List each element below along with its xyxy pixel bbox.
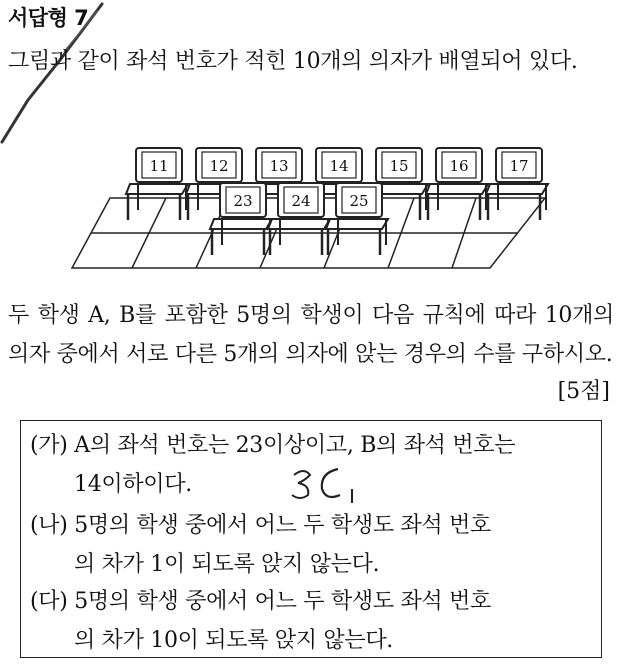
chair-number-label: 14: [329, 157, 349, 175]
chair-24: [268, 183, 330, 255]
condition-tag: (나): [30, 513, 68, 538]
chair-25: [326, 183, 388, 255]
chair-23: [210, 183, 272, 255]
problem-title: 서답형 7: [8, 6, 89, 30]
chair-number-label: 13: [269, 157, 289, 175]
chair-number-label: 23: [233, 192, 253, 210]
condition-text: A의 좌석 번호는 23이상이고, B의 좌석 번호는: [74, 433, 516, 458]
condition-tag: (가): [30, 433, 68, 458]
chair-number-label: 11: [149, 157, 169, 175]
problem-intro: 그림과 같이 좌석 번호가 적힌 10개의 의자가 배열되어 있다.: [8, 49, 578, 74]
condition-text: 5명의 학생 중에서 어느 두 학생도 좌석 번호: [74, 589, 491, 614]
chair-number-label: 25: [349, 192, 369, 210]
chair-arrangement-figure: [70, 138, 550, 273]
chair-number-label: 12: [209, 157, 229, 175]
condition-da: [30, 584, 590, 654]
condition-text-cont: 의 차가 10이 되도록 앉지 않는다.: [74, 628, 393, 653]
condition-tag: (다): [30, 589, 68, 614]
chair-17: [486, 148, 548, 220]
chair-11: [126, 148, 188, 220]
condition-text: 5명의 학생 중에서 어느 두 학생도 좌석 번호: [74, 513, 491, 538]
chair-number-label: 16: [449, 157, 469, 175]
handwritten-note: [290, 463, 370, 508]
points-label: [5점]: [557, 379, 610, 404]
chair-number-label: 15: [389, 157, 409, 175]
chair-number-label: 17: [509, 157, 529, 175]
problem-statement: 두 학생 A, B를 포함한 5명의 학생이 다음 규칙에 따라 10개의 의자 중에서 서로 다른 5개의 의자에 앉는 경우의 수를 구하시오.: [8, 303, 614, 367]
condition-na: [30, 508, 590, 578]
chair-number-label: 24: [291, 192, 311, 210]
chair-16: [426, 148, 488, 220]
condition-text-cont: 14이하이다.: [74, 472, 192, 497]
condition-text-cont: 의 차가 1이 되도록 앉지 않는다.: [74, 552, 380, 577]
